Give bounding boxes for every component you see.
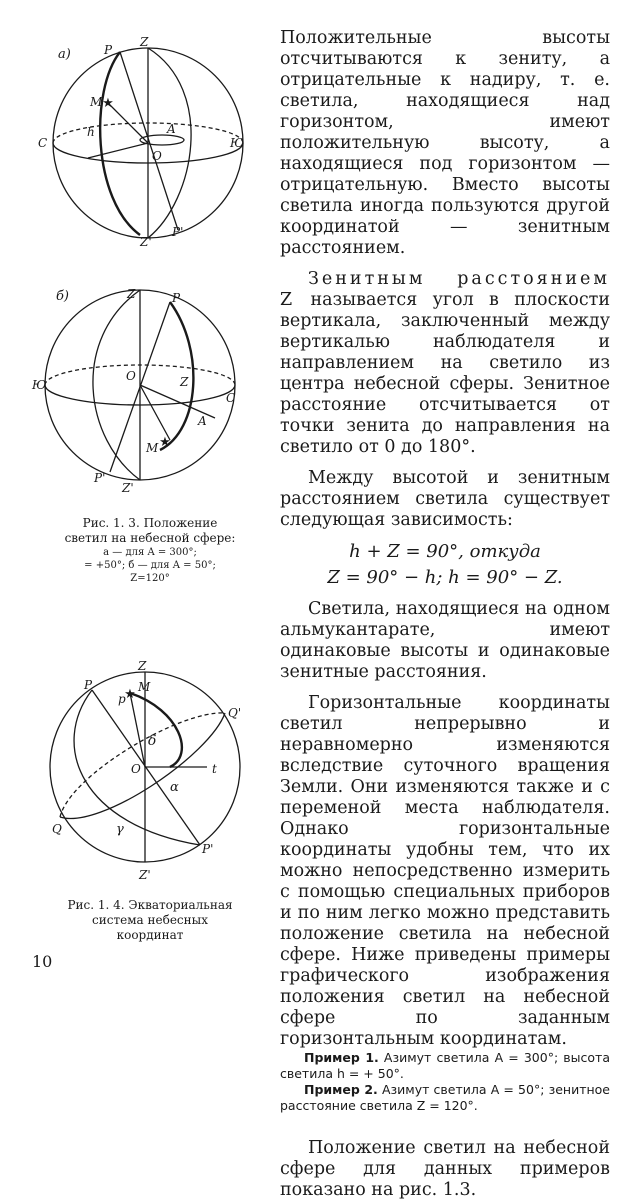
caption-line: координат (116, 928, 184, 942)
point-C: C (38, 136, 48, 150)
point-Pprime: P' (94, 471, 106, 485)
paragraph: Между высотой и зенитным расстоянием светила существует следующая зависимость: (280, 468, 610, 530)
paragraph-text: называется угол в плоскости вертикала, заключенный между вертикалью наблюдателя и направлением на светило из центра небесной сферы. Зенитное расстояние отсчитывается от точки зенита до направления на светило от 0 до 180°. (280, 290, 610, 457)
star-icon: ★ (159, 435, 171, 450)
point-Yu: Ю (32, 378, 47, 392)
figure-1-4-caption (40, 898, 260, 943)
vertical-circle (160, 302, 193, 450)
vertical-circle (100, 52, 140, 235)
caption-line: система небесных (92, 913, 208, 927)
point-A: A (198, 414, 207, 428)
caption-line: = +50°; б — для A = 50°; (84, 560, 216, 571)
point-P: P (84, 678, 93, 692)
figure-1-3b (30, 280, 255, 510)
caption-line: Рис. 1. 3. Положение (82, 516, 218, 530)
paragraph (280, 269, 610, 458)
point-Q: Q (52, 822, 62, 836)
point-C: C (226, 391, 236, 405)
point-O: O (152, 149, 162, 163)
point-Zmid: Z (180, 375, 189, 389)
figure-1-3a (30, 30, 255, 260)
formula-block (280, 539, 610, 591)
point-Yu: Ю (230, 136, 245, 150)
point-Zprime: Z' (122, 481, 134, 495)
star-icon: ★ (102, 96, 114, 111)
formula-line: h + Z = 90°, откуда (349, 541, 541, 562)
point-M: M (146, 441, 159, 455)
point-Z: Z (138, 659, 147, 673)
label-delta: δ (148, 733, 157, 749)
point-Z: Z (127, 287, 136, 301)
label-gamma: γ (116, 822, 124, 837)
point-M: M (138, 680, 151, 694)
label-alpha: α (170, 780, 179, 795)
example-1 (280, 1050, 610, 1082)
figure-label: б) (56, 289, 70, 304)
point-Zprime: Z' (139, 868, 151, 882)
caption-line: Z=120° (130, 573, 170, 584)
page-number: 10 (32, 952, 53, 971)
paragraph: Положение светил на небесной сфере для данных примеров показано на рис. 1.3. (280, 1138, 610, 1200)
star-icon: ★ (124, 687, 136, 702)
example-text: Азимут светила A = 50°; зенитное расстояние светила Z = 120°. (280, 1082, 610, 1113)
term-zenith-distance: Зенитным расстоянием Z (280, 269, 610, 310)
figure-1-4 (30, 655, 255, 890)
point-Z: Z (140, 35, 149, 49)
example-text: Азимут светила A = 300°; высота светила h = + 50°. (280, 1050, 610, 1081)
point-M: M (90, 95, 103, 109)
caption-line: светил на небесной сфере: (64, 531, 236, 545)
point-O: O (126, 369, 136, 383)
meridian-arc (93, 290, 140, 480)
point-Pprime: P' (202, 842, 214, 856)
horizon-radius (88, 143, 148, 158)
formula-line: Z = 90° − h; h = 90° − Z. (327, 567, 563, 588)
point-t: t (212, 762, 217, 776)
equator-back (60, 713, 225, 817)
example-label: Пример 1. (304, 1050, 379, 1065)
point-O: O (131, 762, 141, 776)
meridian-arc (148, 48, 191, 238)
point-P: P (172, 291, 181, 305)
main-text-column (280, 28, 610, 1201)
point-p: p (118, 692, 126, 706)
caption-line: Рис. 1. 4. Экваториальная (67, 898, 233, 912)
star-direction (140, 385, 170, 440)
figure-1-3-caption (40, 516, 260, 585)
figure-label: а) (58, 47, 71, 62)
point-Pprime: P' (172, 225, 184, 239)
point-Zprime: Z' (140, 235, 152, 249)
point-P: P (104, 43, 113, 57)
example-2 (280, 1082, 610, 1114)
label-h: h (87, 125, 95, 139)
example-label: Пример 2. (304, 1082, 378, 1097)
paragraph: Светила, находящиеся на одном альмукантарате, имеют одинаковые высоты и одинаковые зенитные расстояния. (280, 599, 610, 682)
paragraph: Положительные высоты отсчитываются к зениту, а отрицательные к надиру, т. е. светила, находящиеся над горизонтом, имеют положительную высоту, а находящиеся под горизонтом — отрицательную. Вместо высоты светила иногда пользуются другой координатой — зенитным расстоянием. (280, 28, 610, 258)
equator-front (60, 713, 225, 818)
caption-line: а — для A = 300°; (103, 547, 197, 558)
paragraph: Горизонтальные координаты светил непрерывно и неравномерно изменяются вследствие суточного вращения Земли. Они изменяются также и с переменой места наблюдателя. Однако горизонтальные координаты удобны тем, что их можно непосредственно измерить с помощью специальных приборов и по ним легко можно представить положение светила на небесной сфере. Ниже приведены примеры графического изображения положения светил на небесной сфере по заданным горизонтальным координатам. (280, 693, 610, 1049)
point-Qprime: Q' (228, 706, 242, 720)
point-A: A (167, 122, 176, 136)
pole-axis (120, 52, 178, 230)
